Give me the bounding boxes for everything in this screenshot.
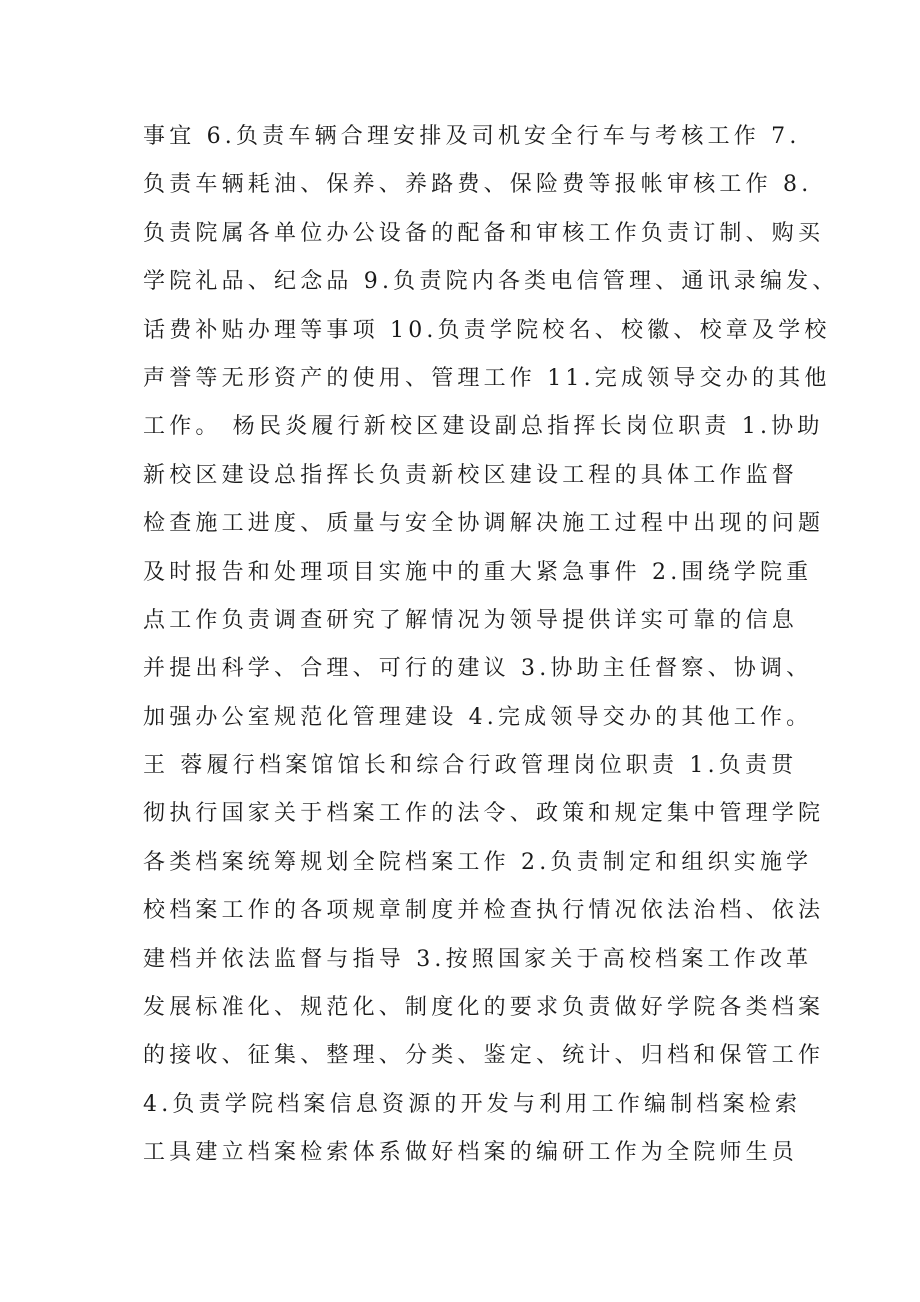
text-line: 彻执行国家关于档案工作的法令、政策和规定集中管理学院 — [143, 801, 825, 827]
text-line: 学院礼品、纪念品 9.负责院内各类电信管理、通讯录编发、 — [143, 269, 839, 295]
text-line: 建档并依法监督与指导 3.按照国家关于高校档案工作改革 — [143, 946, 813, 972]
text-line: 声誉等无形资产的使用、管理工作 11.完成领导交办的其他 — [143, 365, 831, 391]
text-line: 的接收、征集、整理、分类、鉴定、统计、归档和保管工作 — [143, 1043, 825, 1069]
text-line: 及时报告和处理项目实施中的重大紧急事件 2.围绕学院重 — [143, 559, 813, 585]
text-line: 各类档案统筹规划全院档案工作 2.负责制定和组织实施学 — [143, 849, 813, 875]
body-text — [143, 113, 839, 1178]
text-line: 并提出科学、合理、可行的建议 3.协助主任督察、协调、 — [143, 656, 813, 682]
text-line: 话费补贴办理等事项 10.负责学院校名、校徽、校章及学校 — [143, 317, 831, 343]
text-line: 工作。 杨民炎履行新校区建设副总指挥长岗位职责 1.协助 — [143, 414, 824, 440]
text-line: 校档案工作的各项规章制度并检查执行情况依法治档、依法 — [143, 898, 825, 924]
text-line: 检查施工进度、质量与安全协调解决施工过程中出现的问题 — [143, 511, 825, 537]
text-line: 负责院属各单位办公设备的配备和审核工作负责订制、购买 — [143, 220, 825, 246]
text-line: 工具建立档案检索体系做好档案的编研工作为全院师生员 — [143, 1140, 799, 1166]
text-line: 发展标准化、规范化、制度化的要求负责做好学院各类档案 — [143, 995, 825, 1021]
text-line: 加强办公室规范化管理建设 4.完成领导交办的其他工作。 — [143, 704, 813, 730]
text-line: 新校区建设总指挥长负责新校区建设工程的具体工作监督 — [143, 462, 799, 488]
text-line: 4.负责学院档案信息资源的开发与利用工作编制档案检索 — [143, 1091, 802, 1117]
text-line: 王 蓉履行档案馆馆长和综合行政管理岗位职责 1.负责贯 — [143, 753, 798, 779]
text-line: 点工作负责调查研究了解情况为领导提供详实可靠的信息 — [143, 607, 799, 633]
text-line: 事宜 6.负责车辆合理安排及司机安全行车与考核工作 7. — [143, 124, 801, 149]
text-line: 负责车辆耗油、保养、养路费、保险费等报帐审核工作 8. — [143, 172, 813, 198]
